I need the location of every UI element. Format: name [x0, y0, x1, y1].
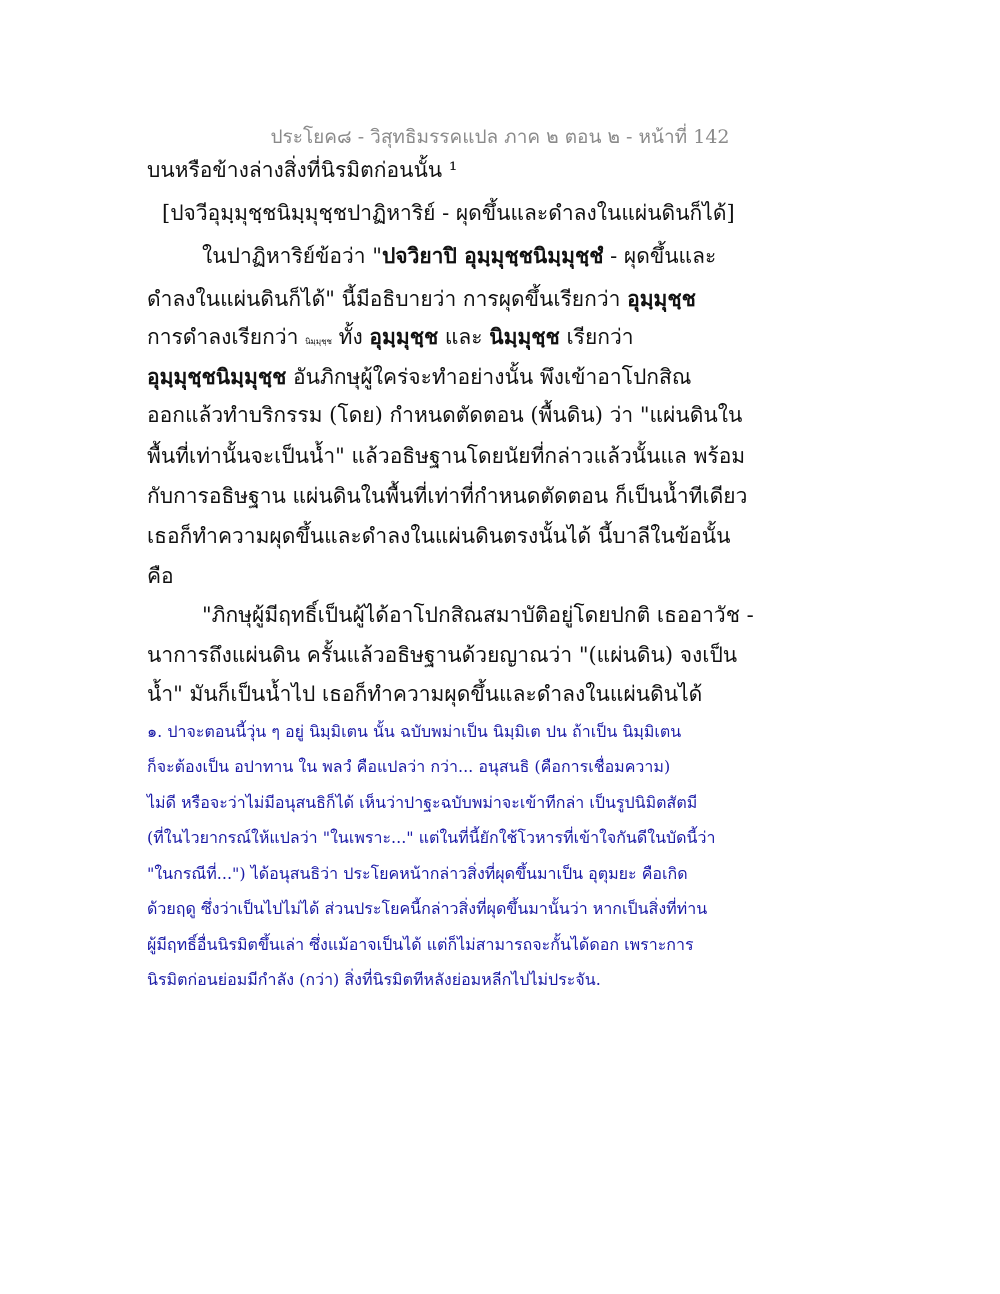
- pali-term: ปจวิยาปิ อุมฺมุชฺชนิมฺมุชฺชํ: [381, 243, 604, 268]
- footnote-line-8: นิรมิตก่อนย่อมมีกำลัง (กว่า) สิ่งที่นิรมิตทีหลังย่อมหลีกไปไม่ประจัน.: [147, 970, 601, 989]
- text-span: อันภิกษุผู้ใคร่จะทำอย่างนั้น พึงเข้าอาโปกสิณ: [286, 365, 692, 389]
- pali-term: นิมฺมุชฺช: [489, 324, 560, 349]
- body-line-7: ออกแล้วทำบริกรรม (โดย) กำหนดตัดตอน (พื้นดิน) ว่า "แผ่นดินใน: [147, 403, 743, 427]
- section-heading: [ปจวีอุมฺมุชฺชนิมฺมุชฺชปาฏิหาริย์ - ผุดขึ้นและดำลงในแผ่นดินก็ได้]: [162, 201, 735, 225]
- body-line-10: เธอก็ทำความผุดขึ้นและดำลงในแผ่นดินตรงนั้นได้ นี้บาลีในข้อนั้น: [147, 524, 731, 548]
- text-span: และ: [438, 325, 490, 349]
- footnote-line-2: ก็จะต้องเป็น อปาทาน ใน พลวํ คือแปลว่า กว่า... อนุสนธิ (คือการเชื่อมความ): [147, 757, 671, 776]
- body-line-5: [147, 322, 634, 357]
- text-span: - ผุดขึ้นและ: [603, 244, 717, 268]
- small-insert: นิมฺมุชฺช: [305, 337, 332, 346]
- footnote-line-4: (ที่ในไวยากรณ์ให้แปลว่า "ในเพราะ..." แต่ในที่นี้ยักใช้โวหารที่เข้าใจกันดีในบัดนี้ว่า: [147, 828, 716, 847]
- quote-line-3: น้ำ" มันก็เป็นน้ำไป เธอก็ทำความผุดขึ้นและดำลงในแผ่นดินได้: [147, 682, 703, 706]
- body-line-1: บนหรือข้างล่างสิ่งที่นิรมิตก่อนนั้น ¹: [147, 158, 458, 182]
- footnote-line-5: "ในกรณีที่...") ได้อนุสนธิว่า ประโยคหน้ากล่าวสิ่งที่ผุดขึ้นมาเป็น อุตุมยะ คือเกิด: [147, 864, 688, 883]
- quote-line-1: "ภิกษุผู้มีฤทธิ์เป็นผู้ได้อาโปกสิณสมาบัติอยู่โดยปกติ เธออาวัช -: [202, 603, 754, 627]
- text-span: ดำลงในแผ่นดินก็ได้" นี้มีอธิบายว่า การผุดขึ้นเรียกว่า: [147, 287, 628, 311]
- pali-term: อุมฺมุชฺชนิมฺมุชฺช: [147, 364, 287, 389]
- body-line-3: [202, 241, 716, 271]
- pali-term: อุมฺมุชฺช: [627, 286, 696, 311]
- text-span: ทั้ง: [331, 325, 370, 349]
- pali-term: อุมฺมุชฺช: [369, 324, 439, 349]
- page-header: ประโยค๘ - วิสุทธิมรรคแปล ภาค ๒ ตอน ๒ - หน้าที่ 142: [270, 126, 730, 148]
- text-span: เรียกว่า: [559, 325, 634, 349]
- body-line-9: กับการอธิษฐาน แผ่นดินในพื้นที่เท่าที่กำหนดตัดตอน ก็เป็นน้ำทีเดียว: [147, 484, 748, 508]
- quote-line-2: นาการถึงแผ่นดิน ครั้นแล้วอธิษฐานด้วยญาณว่า "(แผ่นดิน) จงเป็น: [147, 643, 738, 667]
- body-line-11: คือ: [147, 564, 174, 588]
- footnote-line-1: ๑. ปาจะตอนนี้วุ่น ๆ อยู่ นิมฺมิเตน นั้น ฉบับพม่าเป็น นิมฺมิเต ปน ถ้าเป็น นิมฺมิเตน: [147, 722, 682, 741]
- body-line-4: [147, 284, 696, 314]
- body-line-6: [147, 362, 691, 392]
- text-span: การดำลงเรียกว่า: [147, 325, 306, 349]
- footnote-line-7: ผู้มีฤทธิ์อื่นนิรมิตขึ้นเล่า ซึ่งแม้อาจเป็นได้ แต่ก็ไม่สามารถจะกั้นได้ดอก เพราะการ: [147, 935, 694, 954]
- body-line-8: พื้นที่เท่านั้นจะเป็นน้ำ" แล้วอธิษฐานโดยนัยที่กล่าวแล้วนั้นแล พร้อม: [147, 444, 746, 468]
- footnote-line-6: ด้วยฤดู ซึ่งว่าเป็นไปไม่ได้ ส่วนประโยคนี้กล่าวสิ่งที่ผุดขึ้นมานั้นว่า หากเป็นสิ่งที่ท่าน: [147, 899, 708, 918]
- text-span: ในปาฏิหาริย์ข้อว่า ": [202, 244, 382, 268]
- footnote-line-3: ไม่ดี หรือจะว่าไม่มีอนุสนธิก็ได้ เห็นว่าปาฐะฉบับพม่าจะเข้าทีกล่า เป็นรูปนิมิตสัตมี: [147, 793, 698, 812]
